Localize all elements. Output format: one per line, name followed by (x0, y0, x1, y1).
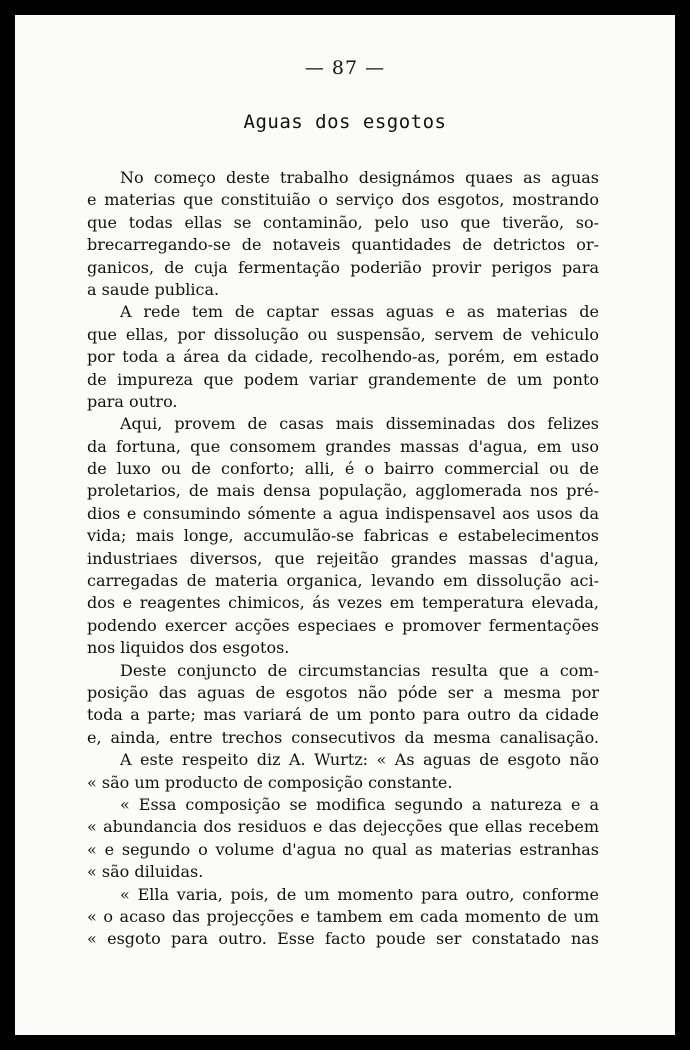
text-line: toda a parte; mas variará de um ponto para outro da cidade (87, 705, 599, 725)
text-line: « são diluidas. (87, 862, 204, 882)
text-line: da fortuna, que consomem grandes massas d'agua, em uso (87, 436, 599, 456)
text-line: « são um producto de composição constante. (87, 772, 453, 792)
text-line: proletarios, de mais densa população, agglomerada nos pré- (87, 481, 599, 501)
text-line: brecarregando-se de notaveis quantidades de detrictos or- (87, 235, 599, 255)
text-line: ganicos, de cuja fermentação poderião provir perigos para (87, 257, 599, 277)
text-line: dios e consumindo sómente a agua indispensavel aos usos da (87, 503, 599, 523)
text-line: para outro. (87, 391, 178, 411)
text-line: « e segundo o volume d'agua no qual as materias estranhas (87, 839, 599, 859)
text-line: « abundancia dos residuos e das dejecções que ellas recebem (87, 817, 599, 837)
body-text (87, 167, 599, 951)
text-line: e materias que constituião o serviço dos esgotos, mostrando (87, 190, 599, 210)
document-page (15, 15, 675, 1035)
text-line: vida; mais longe, accumulão-se fabricas e estabelecimentos (87, 526, 599, 546)
text-line: « Essa composição se modifica segundo a natureza e a (120, 794, 599, 814)
text-line: a saude publica. (87, 279, 220, 299)
text-line: de luxo ou de conforto; alli, é o bairro commercial ou de (87, 459, 599, 479)
page-number: — 87 — (304, 57, 386, 79)
text-line: por toda a área da cidade, recolhendo-as, porém, em estado (87, 347, 599, 367)
text-line: de impureza que podem variar grandemente de um ponto (87, 369, 599, 389)
section-heading: Aguas dos esgotos (243, 111, 447, 133)
text-line: A este respeito diz A. Wurtz: « As aguas de esgoto não (120, 750, 599, 770)
text-line: industriaes diversos, que rejeitão grandes massas d'agua, (87, 548, 599, 568)
text-line: que ellas, por dissolução ou suspensão, servem de vehiculo (87, 324, 599, 344)
text-line: e, ainda, entre trechos consecutivos da mesma canalisação. (87, 727, 599, 747)
text-line: « esgoto para outro. Esse facto poude ser constatado nas (87, 929, 599, 949)
text-line: posição das aguas de esgotos não póde ser a mesma por (87, 682, 599, 702)
text-line: Deste conjuncto de circumstancias resulta que a com- (120, 660, 599, 680)
text-line: « Ella varia, pois, de um momento para outro, conforme (120, 884, 599, 904)
text-line: No começo deste trabalho designámos quaes as aguas (120, 168, 599, 187)
text-line: que todas ellas se contaminão, pelo uso que tiverão, so- (87, 212, 599, 232)
text-line: A rede tem de captar essas aguas e as materias de (120, 302, 599, 322)
text-line: dos e reagentes chimicos, ás vezes em temperatura elevada, (87, 593, 599, 613)
text-line: « o acaso das projecções e tambem em cada momento de um (87, 906, 599, 926)
text-line: nos liquidos dos esgotos. (87, 638, 290, 658)
text-line: podendo exercer acções especiaes e promover fermentações (87, 615, 599, 635)
text-line: carregadas de materia organica, levando em dissolução aci- (87, 571, 599, 591)
text-line: Aqui, provem de casas mais disseminadas dos felizes (120, 414, 599, 434)
